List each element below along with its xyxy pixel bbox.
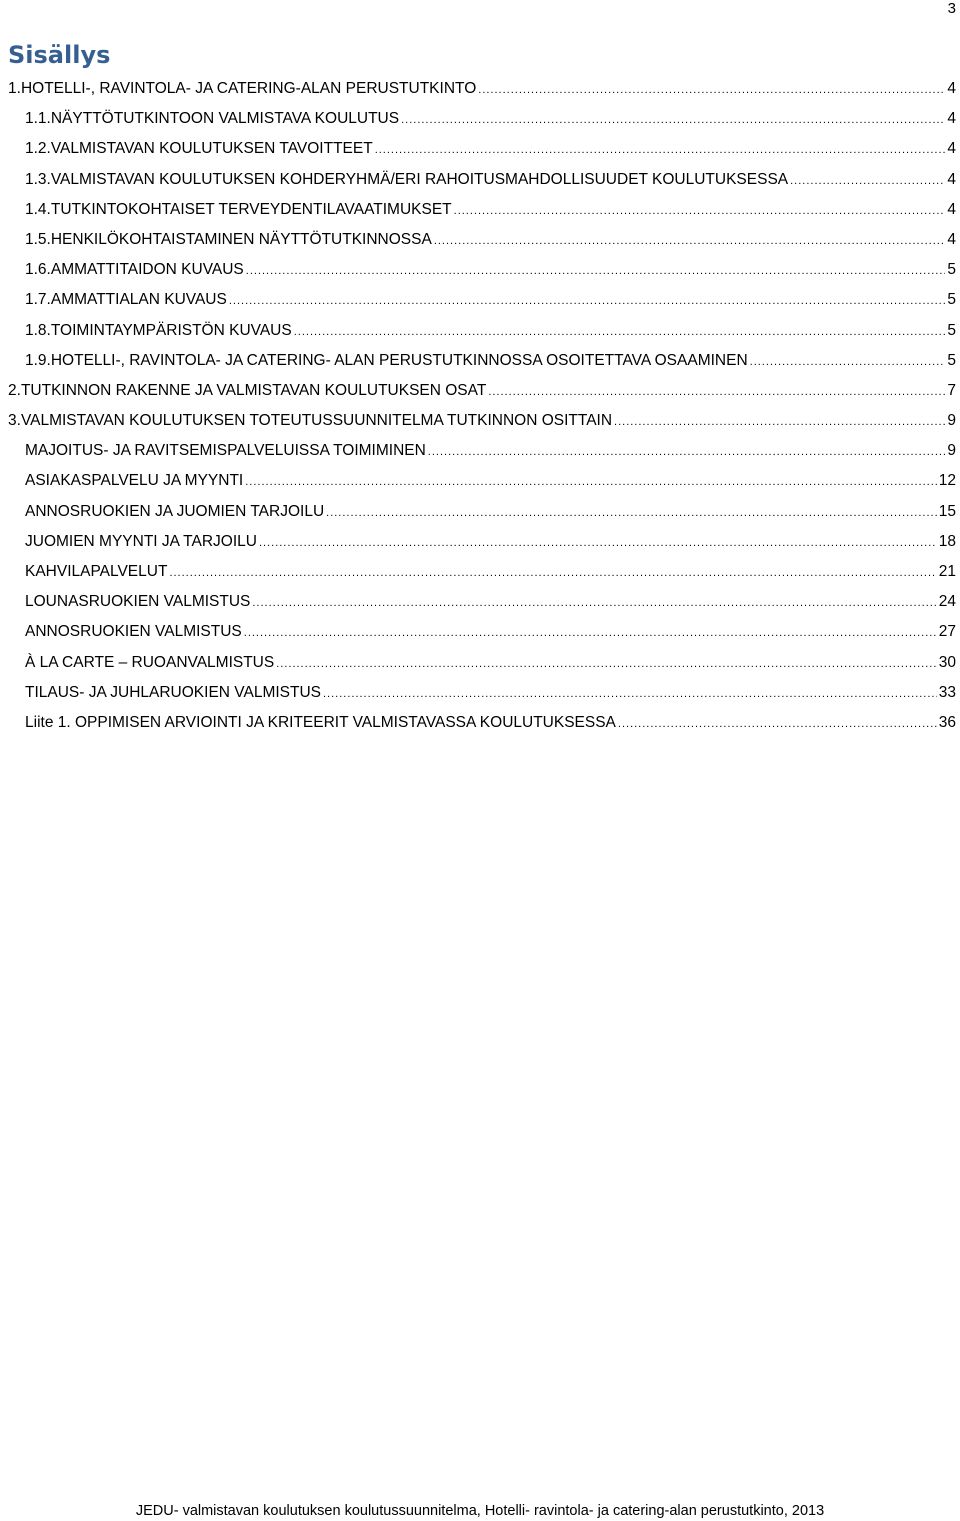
toc-entry-title: HENKILÖKOHTAISTAMINEN NÄYTTÖTUTKINNOSSA <box>50 230 432 248</box>
toc-title: Sisällys <box>8 41 111 69</box>
toc-entry[interactable] <box>8 708 956 738</box>
toc-dot-leader <box>790 166 945 196</box>
toc-entry-number: 1.3. <box>25 170 51 188</box>
toc-entry[interactable] <box>8 406 956 436</box>
toc-entry-page: 4 <box>947 140 956 158</box>
toc-entry-page: 15 <box>938 502 956 520</box>
toc-dot-leader <box>618 709 937 739</box>
toc-dot-leader <box>323 679 937 709</box>
toc-entry-title: ASIAKASPALVELU JA MYYNTI <box>25 472 244 490</box>
toc-dot-leader <box>428 437 946 467</box>
toc-entry-page: 33 <box>938 683 956 701</box>
toc-entry[interactable] <box>8 225 956 255</box>
toc-entry-title: MAJOITUS- JA RAVITSEMISPALVELUISSA TOIMIMINEN <box>25 442 426 460</box>
toc-entry-page: 9 <box>947 442 956 460</box>
toc-dot-leader <box>488 377 945 407</box>
toc-entry-title: NÄYTTÖTUTKINTOON VALMISTAVA KOULUTUS <box>50 110 400 128</box>
toc-entry-title: ANNOSRUOKIEN VALMISTUS <box>25 623 242 641</box>
toc-dot-leader <box>401 105 945 135</box>
toc-entry-number: 1.9. <box>25 351 51 369</box>
toc-entry-title: ANNOSRUOKIEN JA JUOMIEN TARJOILU <box>25 502 325 520</box>
toc-entry-number: 2. <box>8 381 21 399</box>
toc-entry[interactable] <box>8 285 956 315</box>
toc-entry[interactable] <box>8 527 956 557</box>
table-of-contents <box>8 74 956 738</box>
toc-entry-number: 1.8. <box>25 321 51 339</box>
toc-entry-title: TOIMINTAYMPÄRISTÖN KUVAUS <box>50 321 292 339</box>
toc-dot-leader <box>434 226 946 256</box>
toc-dot-leader <box>614 407 945 437</box>
toc-entry[interactable] <box>8 678 956 708</box>
toc-dot-leader <box>454 196 946 226</box>
toc-entry-number: 1.1. <box>25 110 51 128</box>
toc-entry[interactable] <box>8 346 956 376</box>
toc-entry[interactable] <box>8 466 956 496</box>
toc-entry-page: 5 <box>947 351 956 369</box>
toc-entry-title: HOTELLI-, RAVINTOLA- JA CATERING- ALAN PERUSTUTKINNOSSA OSOITETTAVA OSAAMINEN <box>50 351 748 369</box>
toc-dot-leader <box>294 317 946 347</box>
toc-dot-leader <box>246 256 946 286</box>
toc-entry[interactable] <box>8 134 956 164</box>
toc-entry-title: TILAUS- JA JUHLARUOKIEN VALMISTUS <box>25 683 321 701</box>
toc-entry[interactable] <box>8 74 956 104</box>
toc-entry-number: 1.6. <box>25 261 51 279</box>
toc-entry[interactable] <box>8 255 956 285</box>
toc-dot-leader <box>326 498 937 528</box>
toc-dot-leader <box>259 528 937 558</box>
page-number: 3 <box>947 0 956 17</box>
toc-entry-page: 7 <box>947 381 956 399</box>
toc-entry-title: TUTKINNON RAKENNE JA VALMISTAVAN KOULUTUKSEN OSAT <box>20 381 487 399</box>
toc-entry-title: JUOMIEN MYYNTI JA TARJOILU <box>25 532 257 550</box>
toc-entry-title: HOTELLI-, RAVINTOLA- JA CATERING-ALAN PERUSTUTKINTO <box>20 80 477 97</box>
toc-entry[interactable] <box>8 376 956 406</box>
toc-entry-page: 30 <box>938 653 956 671</box>
toc-entry-number: 1.2. <box>25 140 51 158</box>
toc-entry-title: TUTKINTOKOHTAISET TERVEYDENTILAVAATIMUKSET <box>50 200 452 218</box>
toc-dot-leader <box>276 649 937 679</box>
toc-dot-leader <box>375 135 946 165</box>
toc-dot-leader <box>252 588 936 618</box>
page-footer: JEDU- valmistavan koulutuksen koulutussuunnitelma, Hotelli- ravintola- ja catering-alan perustutkinto, 2013 <box>135 1503 825 1519</box>
toc-dot-leader <box>229 286 946 316</box>
toc-entry-page: 24 <box>938 593 956 611</box>
toc-entry-title: VALMISTAVAN KOULUTUKSEN KOHDERYHMÄ/ERI RAHOITUSMAHDOLLISUUDET KOULUTUKSESSA <box>50 170 789 188</box>
toc-entry-page: 4 <box>947 170 956 188</box>
toc-entry-number: 1.7. <box>25 291 51 309</box>
toc-entry-title: LOUNASRUOKIEN VALMISTUS <box>25 593 251 611</box>
toc-entry-title: Liite 1. OPPIMISEN ARVIOINTI JA KRITEERIT VALMISTAVASSA KOULUTUKSESSA <box>25 713 616 731</box>
toc-entry-page: 4 <box>947 200 956 218</box>
toc-dot-leader <box>750 347 946 377</box>
toc-entry-page: 4 <box>947 80 956 97</box>
toc-entry-number: 1.4. <box>25 200 51 218</box>
toc-dot-leader <box>245 467 937 497</box>
toc-entry-title: KAHVILAPALVELUT <box>25 563 168 580</box>
toc-entry-title: VALMISTAVAN KOULUTUKSEN TOTEUTUSSUUNNITELMA TUTKINNON OSITTAIN <box>20 412 613 430</box>
toc-entry-page: 5 <box>947 261 956 279</box>
toc-dot-leader <box>169 558 936 588</box>
toc-dot-leader <box>244 618 937 648</box>
toc-entry[interactable] <box>8 436 956 466</box>
toc-entry-page: 18 <box>938 532 956 550</box>
toc-entry-page: 21 <box>938 563 956 580</box>
toc-entry-page: 4 <box>947 230 956 248</box>
toc-entry-number: 1. <box>8 80 21 97</box>
toc-entry-page: 4 <box>947 110 956 128</box>
toc-entry[interactable] <box>8 165 956 195</box>
toc-entry[interactable] <box>8 104 956 134</box>
toc-entry[interactable] <box>8 195 956 225</box>
toc-entry-page: 36 <box>938 713 956 731</box>
toc-entry-number: 1.5. <box>25 230 51 248</box>
toc-entry-page: 9 <box>947 412 956 430</box>
toc-entry[interactable] <box>8 497 956 527</box>
toc-entry-title: VALMISTAVAN KOULUTUKSEN TAVOITTEET <box>50 140 373 158</box>
toc-entry-title: À LA CARTE – RUOANVALMISTUS <box>25 653 275 671</box>
toc-entry[interactable] <box>8 316 956 346</box>
toc-entry-page: 5 <box>947 321 956 339</box>
toc-entry-page: 12 <box>938 472 956 490</box>
toc-entry[interactable] <box>8 617 956 647</box>
toc-entry-page: 27 <box>938 623 956 641</box>
toc-entry-page: 5 <box>947 291 956 309</box>
toc-entry[interactable] <box>8 648 956 678</box>
toc-dot-leader <box>478 75 945 105</box>
toc-entry-number: 3. <box>8 412 21 430</box>
toc-entry[interactable] <box>8 587 956 617</box>
toc-entry-title: AMMATTIALAN KUVAUS <box>50 291 227 309</box>
toc-entry-title: AMMATTITAIDON KUVAUS <box>50 261 244 279</box>
toc-entry[interactable] <box>8 557 956 587</box>
